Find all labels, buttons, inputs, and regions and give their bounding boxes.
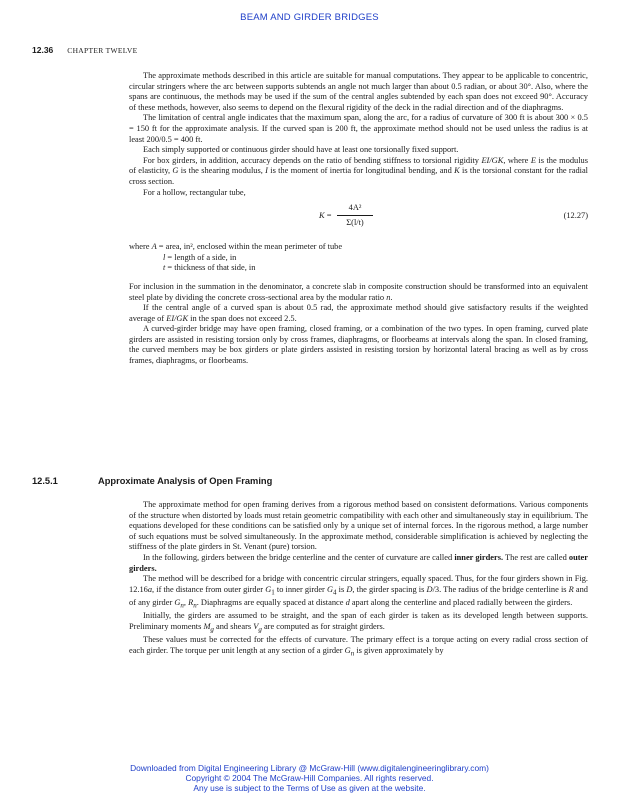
- paragraph-framing-types: A curved-girder bridge may have open framing, closed framing, or a combination of the two types. In open framing, curved plate girders are assisted in resisting torsion only by cross frames, diaphragms, or floorbeams at intervals along the span. In closed framing, the curved members may be box girders or plate girders assisted in resisting torsion by horizontal lateral bracing as well as by cross frames, diaphragms, or floorbeams.: [129, 324, 588, 366]
- section-heading: [32, 476, 272, 486]
- definition-length: l = length of a side, in: [163, 252, 237, 262]
- paragraph-tube-intro: For a hollow, rectangular tube,: [143, 187, 246, 197]
- equation-denominator: Σ(l/t): [346, 218, 364, 228]
- download-footer: [0, 763, 619, 793]
- paragraph-initial-assumption: Initially, the girders are assumed to be straight, and the span of each girder is taken as its developed length between supports. Preliminary moments $M_g$ and shears $V_g$ are computed as for straight girders.: [129, 611, 588, 634]
- equation-12-27: [129, 202, 588, 236]
- paragraph-inner-outer-girders: In the following, girders between the bridge centerline and the center of curvature are called inner girders. The rest are called outer girders.: [129, 552, 588, 573]
- equation-number: (12.27): [563, 211, 588, 221]
- paragraph-curvature-correction: These values must be corrected for the effects of curvature. The primary effect is a torque acting on every radial cross section of each girder. The torque per unit length at any section of a girder $G_n$ is given approximately by: [129, 635, 588, 658]
- paragraph-weighted-average: If the central angle of a curved span is about 0.5 rad, the approximate method should give satisfactory results if the weighted average of EI/GK in the span does not exceed 2.5.: [129, 303, 588, 323]
- running-header: BEAM AND GIRDER BRIDGES: [240, 12, 379, 23]
- equation-lhs: K =: [319, 211, 332, 221]
- body-text-upper: [129, 71, 588, 367]
- page-identifier: [32, 45, 138, 55]
- section-number: 12.5.1: [32, 476, 58, 486]
- paragraph-concrete-slab: For inclusion in the summation in the denominator, a concrete slab in composite construction should be transformed into an equivalent steel plate by dividing the concrete cross-sectional area by the modular ratio n.: [129, 281, 588, 302]
- page-number: 12.36: [32, 45, 54, 55]
- footer-terms-link[interactable]: Any use is subject to the Terms of Use as given at the website.: [193, 783, 426, 793]
- definition-area: where A = area, in², enclosed within the mean perimeter of tube: [129, 242, 343, 252]
- variable-definitions: [129, 242, 588, 274]
- body-text-lower: [129, 500, 588, 659]
- chapter-label: CHAPTER TWELVE: [67, 46, 138, 55]
- paragraph-box-girders: For box girders, in addition, accuracy depends on the ratio of bending stiffness to torsional rigidity EI/GK, where E is the modulus of elasticity, G is the shearing modulus, I is the moment of inertia for longitudinal bending, and K is the torsional constant for the radial cross section.: [129, 155, 589, 186]
- definition-thickness: t = thickness of that side, in: [163, 263, 256, 273]
- footer-copyright: Copyright © 2004 The McGraw-Hill Companies. All rights reserved.: [185, 773, 434, 783]
- paragraph-torsional-support: Each simply supported or continuous girder should have at least one torsionally fixed support.: [143, 145, 459, 155]
- paragraph-method-description: The method will be described for a bridge with concentric circular stringers, equally spaced. Thus, for the four girders shown in Fig. 12.16a, if the distance from outer girder $G_1$ to inner girder $G_4$ is D, the girder spacing is D/3. The radius of the bridge centerline is R and of any girder $G_n$, $R_n$. Diaphragms are equally spaced at distance d apart along the centerline and placed radially between the girders.: [129, 574, 588, 610]
- paragraph-central-angle-limit: The limitation of central angle indicates that the maximum span, along the arc, for a radius of curvature of 300 ft is about 300 × 0.5 = 150 ft for the approximate analysis. If the curved span is 200 ft, the approximate method should not be used unless the radius is at least 200/0.5 = 400 ft.: [129, 113, 588, 144]
- equation-fraction: [337, 202, 373, 229]
- section-title: Approximate Analysis of Open Framing: [98, 476, 273, 486]
- equation-numerator: 4A²: [348, 203, 362, 213]
- footer-download-link[interactable]: Downloaded from Digital Engineering Library @ McGraw-Hill (www.digitalengineeringlibrary.com): [130, 763, 489, 773]
- paragraph-open-framing: The approximate method for open framing derives from a rigorous method based on consistent deformations. Various components of the structure when distorted by loads must retain geometric compatibility with each other and simultaneously stay in equilibrium. The equations developed for these conditions can be satisfied only by a unique set of internal forces. In the rigorous method, a large number of such equations must be solved simultaneously. In the approximate method, considerable simplification is achieved by neglecting the stiffness of the plate girders in St. Venant (pure) torsion.: [129, 500, 588, 552]
- paragraph-approximate-methods: The approximate methods described in this article are suitable for manual computations. They appear to be applicable to concentric, circular stringers where the arc between supports subtends an angle not much larger than about 0.5 radian, or about 30°. Also, where the spans are continuous, the methods may be used if the sum of the central angles subtended by each span does not exceed 90°. Accuracy of these methods, however, also seems to depend on the flexural rigidity of the deck in the radial direction and of the diaphragms.: [129, 71, 588, 112]
